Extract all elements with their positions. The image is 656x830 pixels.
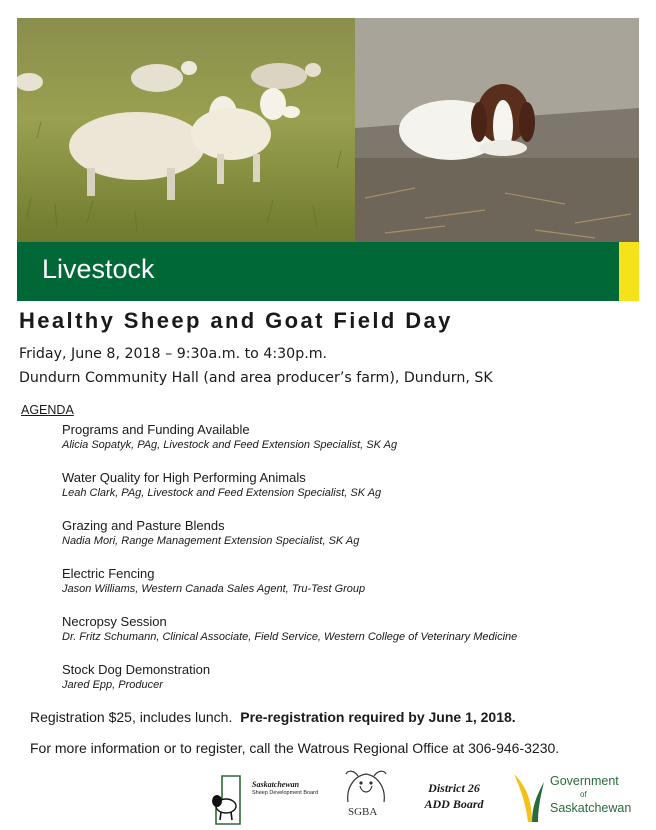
ssdb-subtitle: Sheep Development Board <box>252 790 319 796</box>
agenda-item-title: Stock Dog Demonstration <box>62 662 211 677</box>
agenda-item-presenter: Nadia Mori, Range Management Extension Specialist, SK Ag <box>62 535 360 547</box>
agenda-heading: AGENDA <box>21 403 74 417</box>
contact-info: For more information or to register, call the Watrous Regional Office at 306-946-3230. <box>30 740 560 756</box>
add-board-line2: ADD Board <box>424 797 484 811</box>
registration-deadline: Pre-registration required by June 1, 2018. <box>240 709 516 725</box>
agenda-item-presenter: Leah Clark, PAg, Livestock and Feed Extension Specialist, SK Ag <box>62 487 382 499</box>
event-title: Healthy Sheep and Goat Field Day <box>19 308 453 333</box>
registration-fee: Registration $25, includes lunch. <box>30 709 233 725</box>
agenda-list <box>62 421 642 709</box>
goat-icon <box>336 768 398 808</box>
ssdb-name: Saskatchewan <box>252 780 300 789</box>
government-line3: Saskatchewan <box>550 801 632 815</box>
event-date-time: Friday, June 8, 2018 – 9:30a.m. to 4:30p.m. <box>19 346 328 362</box>
sheep-icon <box>208 774 248 826</box>
agenda-item <box>62 661 642 709</box>
agenda-item-title: Grazing and Pasture Blends <box>62 518 225 533</box>
agenda-item <box>62 565 642 613</box>
sheep-photo <box>17 18 355 242</box>
agenda-item <box>62 517 642 565</box>
agenda-item <box>62 469 642 517</box>
category-banner <box>17 242 619 301</box>
agenda-item-title: Electric Fencing <box>62 566 155 581</box>
ssdb-logo <box>208 774 333 826</box>
banner-label: Livestock <box>42 254 155 284</box>
agenda-item-presenter: Jason Williams, Western Canada Sales Agent, Tru-Test Group <box>62 583 366 595</box>
wheat-icon <box>510 768 546 824</box>
agenda-item <box>62 613 642 661</box>
government-line1: Government <box>550 774 619 788</box>
add-board-line1: District 26 <box>428 781 480 795</box>
event-location: Dundurn Community Hall (and area producer’s farm), Dundurn, SK <box>19 370 493 386</box>
agenda-item <box>62 421 642 469</box>
banner-accent-stripe <box>619 242 639 301</box>
agenda-item-presenter: Alicia Sopatyk, PAg, Livestock and Feed Extension Specialist, SK Ag <box>62 439 398 451</box>
agenda-item-title: Programs and Funding Available <box>62 422 250 437</box>
government-logo <box>510 768 642 826</box>
add-board-logo <box>408 780 500 814</box>
agenda-item-presenter: Dr. Fritz Schumann, Clinical Associate, Field Service, Western College of Veterinary Medicine <box>62 631 518 643</box>
sgba-text: SGBA <box>348 806 378 818</box>
agenda-item-title: Necropsy Session <box>62 614 167 629</box>
sgba-logo <box>336 768 398 826</box>
registration-info <box>30 709 516 725</box>
goat-photo <box>355 18 639 242</box>
agenda-item-title: Water Quality for High Performing Animals <box>62 470 306 485</box>
agenda-item-presenter: Jared Epp, Producer <box>62 679 163 691</box>
government-line2: of <box>580 790 587 799</box>
